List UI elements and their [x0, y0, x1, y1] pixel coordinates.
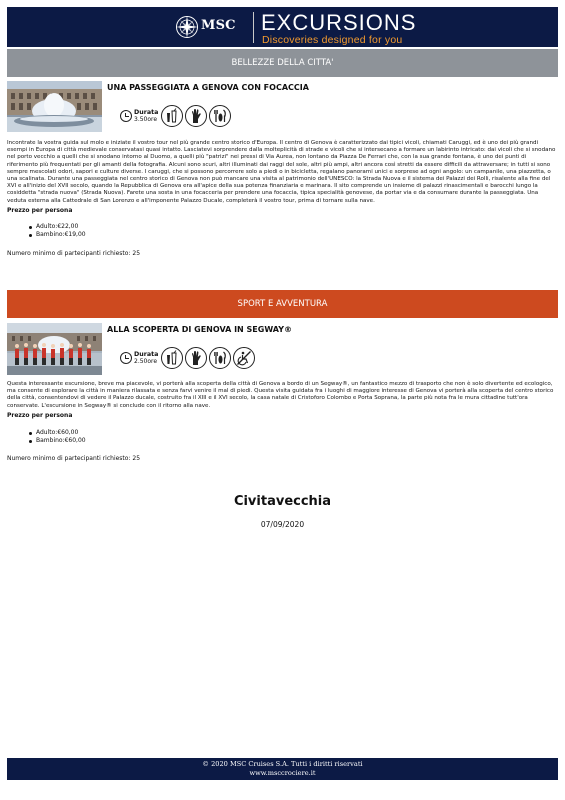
excursions-subtitle: Discoveries designed for you [262, 34, 403, 46]
duration-value: 2.50ore [134, 358, 158, 365]
price-heading: Prezzo per persona [7, 412, 73, 419]
price-adult: Adulto:€60,00 [36, 429, 86, 437]
clock-icon [120, 110, 132, 122]
price-adult: Adulto:€22,00 [36, 223, 86, 231]
port-date: 07/09/2020 [260, 520, 305, 529]
food-icon [209, 105, 231, 127]
drink-icon [161, 105, 183, 127]
compass-rose-icon [175, 15, 199, 39]
hand-stop-icon [185, 105, 207, 127]
min-participants: Numero minimo di partecipanti richiesto: 25 [7, 455, 141, 462]
page-footer [7, 758, 558, 780]
price-child: Bambino:€60,00 [36, 437, 86, 445]
excursion-description: Incontrate la vostra guida sul molo e iniziate il vostro tour nel più grande centro storico d'Europa. Il centro di Genova è caratterizzato dai tipici vicoli, chiamati Caruggi, ed è uno dei più grandi esempi in Europa di città medievale conservatasi quasi intatto. Lasciatevi sorprendere dalla molteplicità di strade e vicoli che si intersecano a formare un labirinto intricato: dai vicoli che si snodano nel porto vecchio a quelli che si snodano intorno al Duomo, a quelli più "patrizi" nei pressi di Via Aurea, non lontano da Piazza De Ferrari che, con la sua grande fontana, è uno dei punti di riferimento più frequentati per gli amanti della fotografia. Alcuni sono scuri, altri illuminati dai raggi del sole, altri più ampi, altri ancora così stretti da essere difficili da attraversare; in tutti si sono sempre mescolati odori, sapori e culture diverse. I caruggi, che si possono percorrere solo a piedi o in bicicletta, regalano panorami unici e sorprese ad ogni angolo: un campanile, una piazzetta, o una scalinata. Durante una passeggiata nel centro storico di Genova non può mancare una visita al patrimonio dell'UNESCO: la Strada Nuova e il sistema dei Palazzi dei Rolli, risalente alla fine del XVI e all'inizio del XVII secolo, quando la Repubblica di Genova era all'apice della sua potenza finanziaria e marinara. Il sito comprende un insieme di palazzi rinascimentali e barocchi lungo la cosiddetta "strada nuova" (Strada Nuova). Farete una sosta in una focacceria per prendere una focaccia, tipica specialità genovese, da portar via e da consumare durante la passeggiata. Una veduta esterna alla Cattedrale di San Lorenzo e all'imponente Palazzo Ducale, completerà il vostro tour, prima di tornare sulla nave. [7, 140, 556, 204]
excursion-features [120, 346, 257, 370]
header-divider [253, 12, 254, 43]
page-header [7, 7, 558, 47]
drink-icon [161, 347, 183, 369]
excursion-description: Questa interessante escursione, breve ma piacevole, vi porterà alla scoperta della città di Genova a bordo di un Segway®, un fantastico mezzo di trasporto che non è solo divertente ed ecologico, ma consente di esplorare la città in maniera rilassata e senza farvi venire il mal di piedi. Questa visita guidata fra i luoghi di maggiore interesse di Genova vi porterà alla scoperta del centro storico della città, consentendovi di vedere il Palazzo ducale, costruito fra il XIII e il XVI secolo, la casa natale di Cristoforo Colombo e Porta Soprana, la parte più nota fra le mura cittadine tutt'ora conservate. L'escursione in Segway® si conclude con il ritorno alla nave. [7, 381, 554, 409]
section-heading-sport: SPORT E AVVENTURA [7, 290, 558, 318]
no-wheelchair-icon [233, 347, 255, 369]
brand-name: MSC [201, 18, 236, 33]
excursion-photo-fountain [7, 81, 102, 132]
website-link[interactable]: www.msccrociere.it [249, 769, 316, 777]
section-heading-city: BELLEZZE DELLA CITTA' [7, 49, 558, 77]
excursion-features [120, 104, 233, 128]
price-child: Bambino:€19,00 [36, 231, 86, 239]
hand-stop-icon [185, 347, 207, 369]
duration-label: Durata [134, 350, 159, 358]
port-city-title: Civitavecchia [233, 494, 332, 509]
excursion-title: ALLA SCOPERTA DI GENOVA IN SEGWAY® [107, 325, 293, 334]
msc-logo [175, 15, 249, 39]
price-list [36, 223, 86, 240]
excursion-title: UNA PASSEGGIATA A GENOVA CON FOCACCIA [107, 83, 309, 92]
food-icon [209, 347, 231, 369]
duration-label: Durata [134, 108, 159, 116]
clock-icon [120, 352, 132, 364]
price-list [36, 429, 86, 446]
duration-value: 3.50ore [134, 116, 158, 123]
excursions-title: EXCURSIONS [261, 10, 417, 35]
duration [134, 109, 158, 124]
duration [134, 351, 158, 366]
price-heading: Prezzo per persona [7, 207, 73, 214]
min-participants: Numero minimo di partecipanti richiesto: 25 [7, 250, 141, 257]
copyright-text: © 2020 MSC Cruises S.A. Tutti i diritti riservati [202, 760, 363, 768]
excursion-photo-segway [7, 323, 102, 375]
